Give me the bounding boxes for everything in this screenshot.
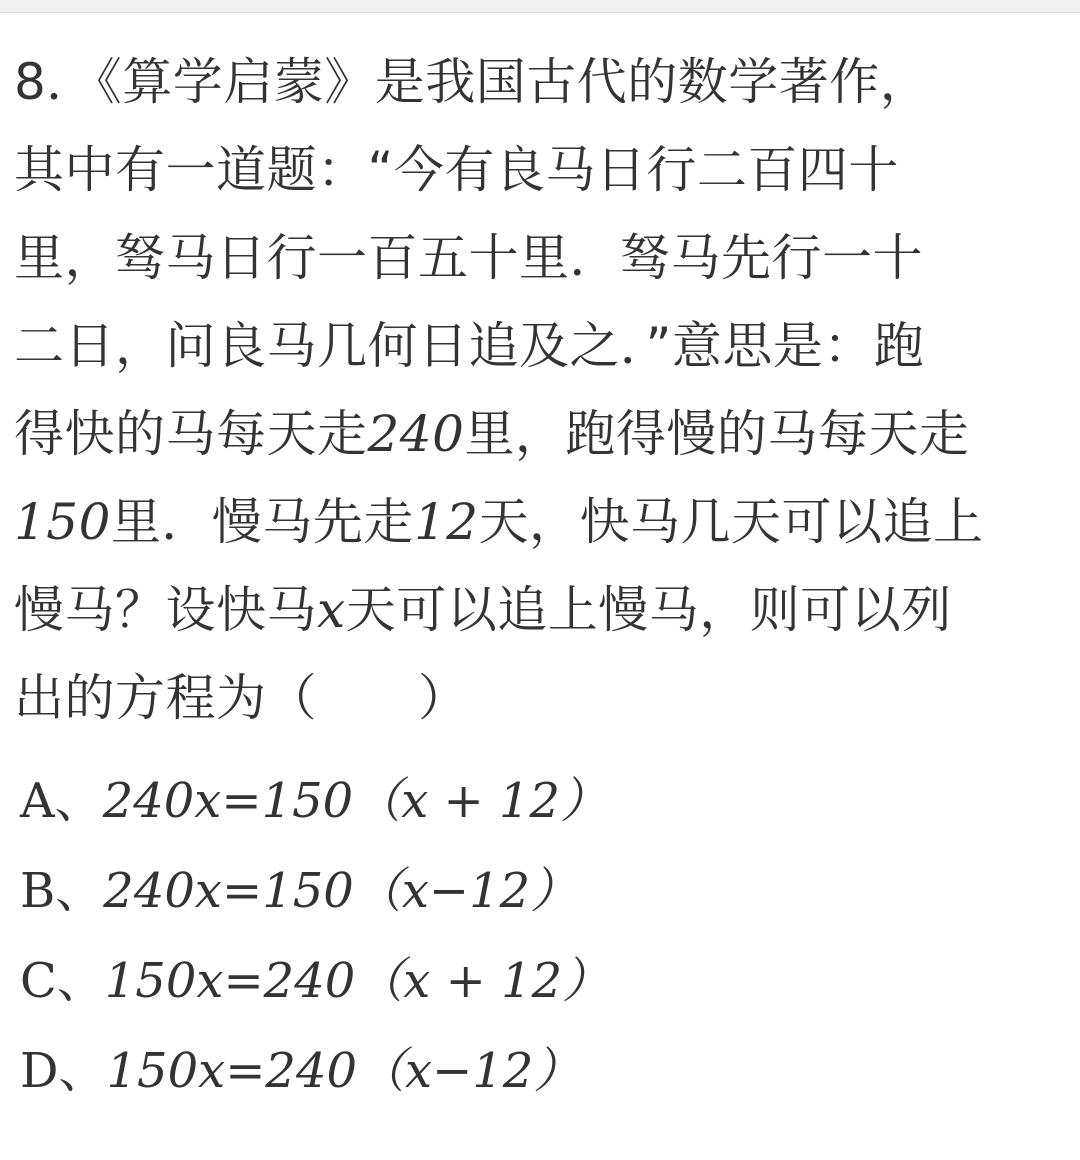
variable-x: x	[317, 581, 346, 639]
option-d[interactable]	[20, 1026, 1060, 1116]
option-letter: B	[20, 863, 56, 919]
option-separator: 、	[58, 1043, 107, 1099]
question-line	[14, 390, 1064, 478]
number-12: 12	[413, 493, 479, 551]
option-equation: 240x=150（x + 12）	[102, 773, 609, 829]
number-150: 150	[14, 493, 111, 551]
question-line	[14, 38, 1064, 126]
top-bar	[0, 0, 1080, 13]
option-separator: 、	[55, 863, 104, 919]
line-text: 里．慢马先走	[110, 493, 414, 551]
line-text: 二日，问良马几何日追及之．”意思是：跑	[14, 317, 925, 375]
line-text: 天可以追上慢马，则可以列	[345, 581, 952, 639]
question-line	[14, 654, 1064, 742]
option-letter: D	[20, 1043, 59, 1099]
line-text: 得快的马每天走	[14, 405, 368, 463]
option-separator: 、	[56, 953, 105, 1009]
line-text: 天，快马几天可以追上	[478, 493, 984, 551]
question-line	[14, 478, 1064, 566]
question-line	[14, 302, 1064, 390]
line-text: 其中有一道题：“今有良马日行二百四十	[14, 141, 899, 199]
line-text: 里，驽马日行一百五十里．驽马先行一十	[14, 229, 923, 287]
answer-options	[20, 756, 1060, 1116]
line-text: 8．《算学启蒙》是我国古代的数学著作，	[14, 53, 931, 111]
option-separator: 、	[54, 773, 103, 829]
option-letter: A	[20, 773, 55, 829]
option-b[interactable]	[20, 846, 1060, 936]
line-text: 出的方程为（ ）	[14, 669, 469, 727]
line-text: 慢马？设快马	[14, 581, 317, 639]
option-a[interactable]	[20, 756, 1060, 846]
number-240: 240	[367, 405, 465, 463]
question-line	[14, 214, 1064, 302]
option-c[interactable]	[20, 936, 1060, 1026]
question-line	[14, 126, 1064, 214]
option-equation: 150x=240（x + 12）	[104, 953, 611, 1009]
question-line	[14, 566, 1064, 654]
question-text	[14, 38, 1064, 742]
option-equation: 240x=150（x−12）	[103, 863, 579, 919]
option-equation: 150x=240（x−12）	[106, 1043, 582, 1099]
line-text: 里，跑得慢的马每天走	[464, 405, 970, 463]
option-letter: C	[20, 953, 57, 1009]
